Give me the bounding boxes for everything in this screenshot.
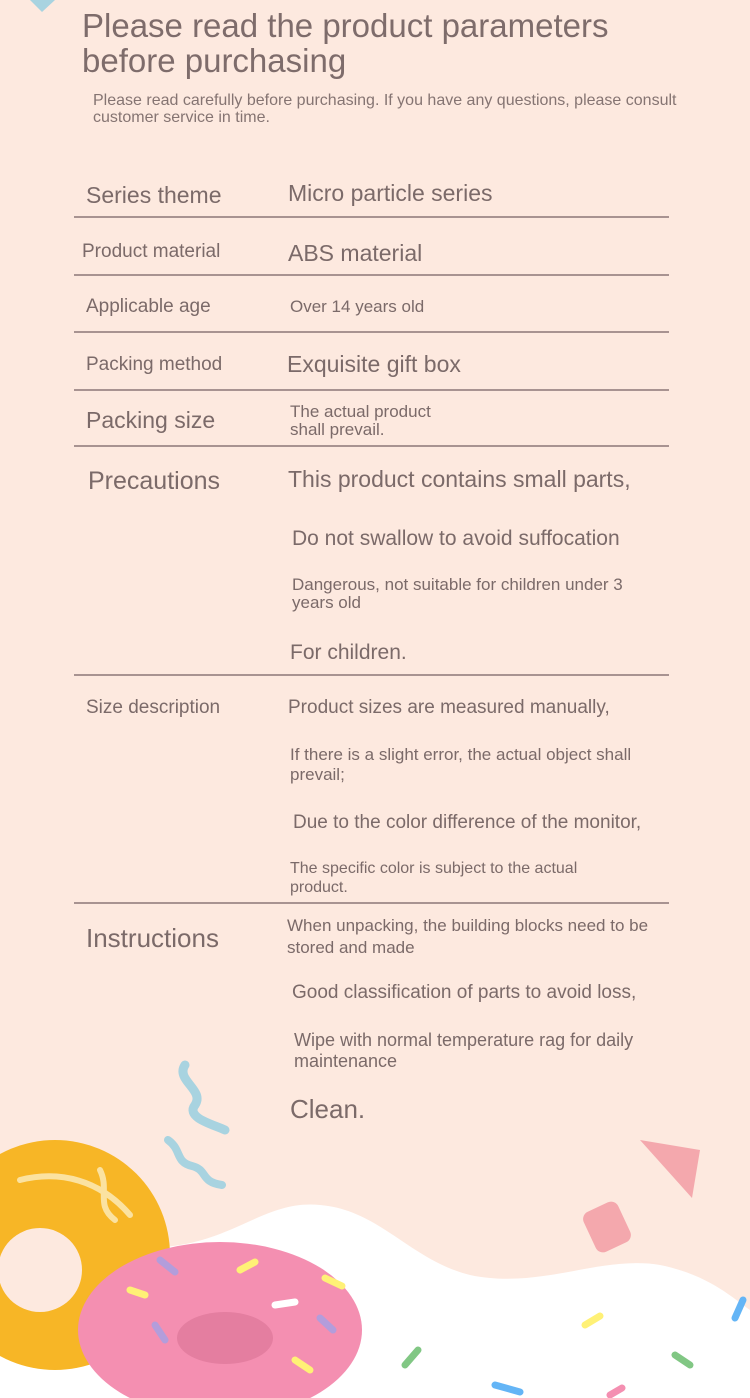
candy-shape-icon (640, 1140, 700, 1198)
table-divider (74, 216, 669, 218)
row-value-size-description-4: The specific color is subject to the actual product. (290, 860, 578, 896)
row-value-precautions-3: Dangerous, not suitable for children under 3 years old (292, 575, 623, 612)
squiggle-icon (168, 1140, 222, 1185)
row-value-precautions-1: This product contains small parts, (288, 466, 631, 492)
row-value-size-description-1: Product sizes are measured manually, (288, 697, 610, 718)
row-value-size-description-2: If there is a slight error, the actual object shall prevail; (290, 745, 632, 784)
table-divider (74, 274, 669, 276)
row-label-packing-method: Packing method (86, 354, 223, 375)
row-value-packing-size: The actual product shall prevail. (290, 402, 431, 439)
table-divider (74, 331, 669, 333)
row-value-instructions-2: Good classification of parts to avoid loss, (292, 982, 637, 1003)
row-value-product-material: ABS material (288, 240, 423, 266)
row-label-series-theme: Series theme (86, 182, 222, 208)
row-label-applicable-age: Applicable age (86, 296, 211, 317)
row-value-instructions-3: Wipe with normal temperature rag for daily maintenance (294, 1030, 634, 1071)
row-label-instructions: Instructions (86, 923, 219, 953)
table-divider (74, 902, 669, 904)
row-value-instructions-1: When unpacking, the building blocks need to be stored and made (287, 916, 649, 957)
row-value-series-theme: Micro particle series (288, 180, 493, 206)
row-value-applicable-age: Over 14 years old (290, 297, 425, 316)
row-value-packing-method: Exquisite gift box (287, 351, 461, 377)
confetti-icon (30, 0, 55, 12)
row-value-precautions-4: For children. (290, 641, 407, 664)
table-divider (74, 389, 669, 391)
row-value-precautions-2: Do not swallow to avoid suffocation (292, 527, 620, 550)
row-label-packing-size: Packing size (86, 407, 216, 433)
page-title: Please read the product parameters before purchasing (82, 7, 609, 79)
table-divider (74, 674, 669, 676)
row-label-size-description: Size description (86, 697, 221, 718)
table-divider (74, 445, 669, 447)
yellow-donut-hole (0, 1228, 82, 1312)
row-label-precautions: Precautions (88, 467, 221, 495)
row-value-instructions-4: Clean. (290, 1094, 366, 1124)
page-subtitle: Please read carefully before purchasing. If you have any questions, please consult customer service in time. (93, 92, 677, 126)
candy-shape-icon (580, 1199, 633, 1255)
pink-donut-hole (177, 1312, 273, 1364)
row-value-size-description-3: Due to the color difference of the monitor, (293, 812, 642, 833)
row-label-product-material: Product material (82, 241, 221, 262)
squiggle-icon (183, 1065, 225, 1130)
